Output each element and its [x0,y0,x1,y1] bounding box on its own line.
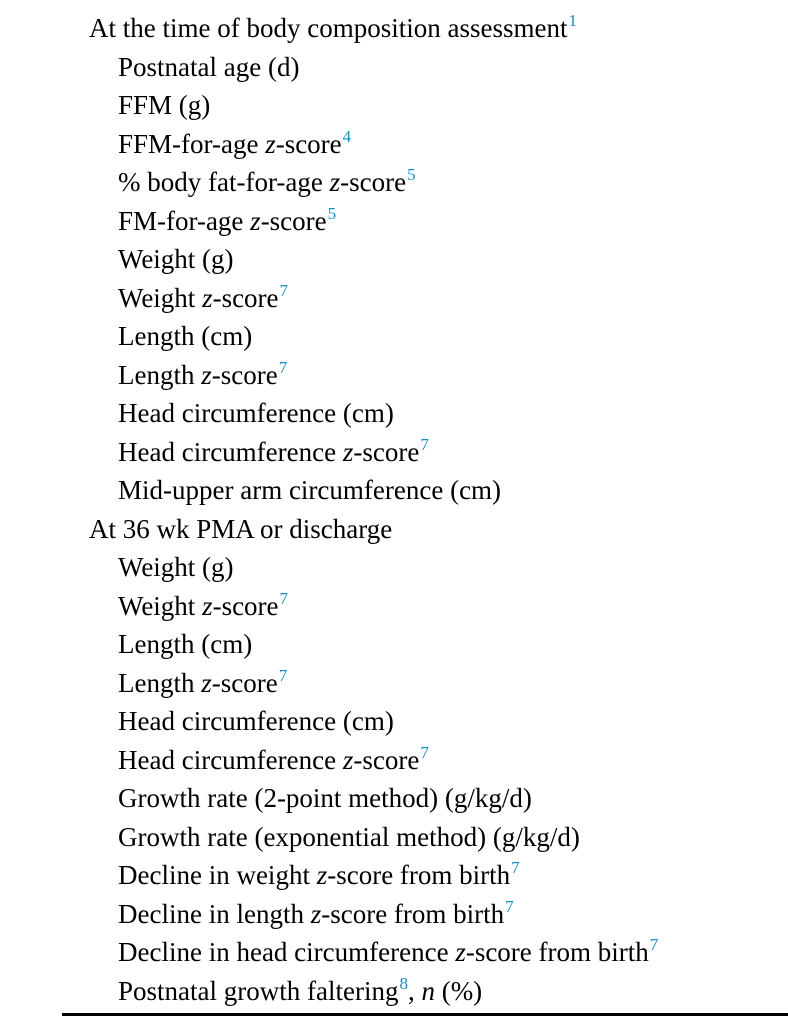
italic-symbol: z [316,860,328,890]
label-text: -score [353,744,420,775]
italic-symbol: z [202,282,213,313]
row-label [118,548,234,587]
section-heading [89,510,392,549]
row-label [118,433,429,472]
label-text: -score [212,590,279,621]
row-label [118,587,288,626]
label-text: -score from birth [327,860,511,890]
footnote-marker: 5 [407,165,416,184]
row-label [118,394,394,433]
label-text: Growth rate (exponential method) (g/kg/d) [118,821,580,852]
label-text: Head circumference (cm) [118,706,394,736]
footnote-marker: 7 [511,858,520,877]
row-label [118,625,252,664]
label-text: At 36 wk PMA or discharge [89,513,393,544]
row-label [118,279,288,318]
label-text: -score [211,667,278,698]
row-label [118,933,658,972]
label-text: Length (cm) [118,321,253,351]
row-label [118,895,514,934]
footnote-marker: 7 [279,588,289,608]
footnote-marker: 7 [278,357,288,377]
label-text: % body fat-for-age [118,167,330,197]
footnote-marker: 7 [278,665,288,685]
footnote-marker: 7 [420,434,429,454]
italic-symbol: z [202,590,213,621]
italic-symbol: z [201,667,212,698]
footnote-marker: 1 [568,11,577,30]
row-label [118,317,252,356]
label-text: Decline in weight [118,860,317,890]
label-text: -score [275,128,342,159]
row-label [118,664,287,703]
label-text: (%) [434,975,483,1006]
label-text: -score [212,282,279,313]
section-heading [89,9,577,48]
footnote-marker: 7 [505,896,514,916]
italic-symbol: z [265,128,276,159]
footnote-marker: 8 [399,973,408,993]
row-label [118,240,234,279]
italic-symbol: z [455,937,466,967]
footnote-marker: 4 [342,126,352,146]
italic-symbol: n [421,975,435,1006]
label-text: Weight [118,590,203,621]
label-text: FFM-for-age [118,128,266,159]
label-text: Weight (g) [118,244,234,274]
label-text: -score [340,167,407,197]
row-label [118,702,394,741]
label-text: Head circumference [118,744,343,775]
row-label [118,972,482,1011]
label-text: Length [118,667,202,698]
italic-symbol: z [250,205,261,236]
footnote-marker: 7 [279,280,289,300]
row-label [118,48,299,87]
italic-symbol: z [201,359,212,390]
label-text: Head circumference [118,436,343,467]
label-text: Weight (g) [118,552,234,582]
label-text: , [407,975,422,1006]
label-text: -score from birth [465,937,649,967]
row-label [118,202,336,241]
row-label [118,818,580,857]
italic-symbol: z [342,744,354,775]
row-label [118,86,210,125]
table-bottom-rule [62,1013,788,1016]
row-label [118,741,429,780]
label-text: -score from birth [321,898,505,929]
italic-symbol: z [329,167,341,197]
row-label [118,125,351,164]
label-text: FM-for-age [118,205,251,236]
label-text: Growth rate (2-point method) (g/kg/d) [118,783,532,813]
row-label [118,779,532,818]
label-text: FFM (g) [118,90,211,120]
label-text: Postnatal growth faltering [118,975,399,1006]
label-text: Decline in length [118,898,311,929]
label-text: Head circumference (cm) [118,398,394,428]
label-text: Length (cm) [118,629,253,659]
row-label [118,856,520,895]
label-text: Weight [118,282,203,313]
label-text: -score [211,359,278,390]
label-text: At the time of body composition assessment [89,13,568,43]
footnote-marker: 5 [327,203,337,223]
label-text: Postnatal age (d) [118,51,300,82]
row-label [118,356,287,395]
label-text: Decline in head circumference [118,937,456,967]
label-text: Mid-upper arm circumference (cm) [118,475,502,505]
italic-symbol: z [342,436,354,467]
row-label [118,471,501,510]
italic-symbol: z [310,898,322,929]
footnote-marker: 7 [649,935,659,954]
footnote-marker: 7 [420,742,429,762]
label-text: -score [260,205,327,236]
label-text: Length [118,359,202,390]
row-label [118,163,416,202]
label-text: -score [353,436,420,467]
